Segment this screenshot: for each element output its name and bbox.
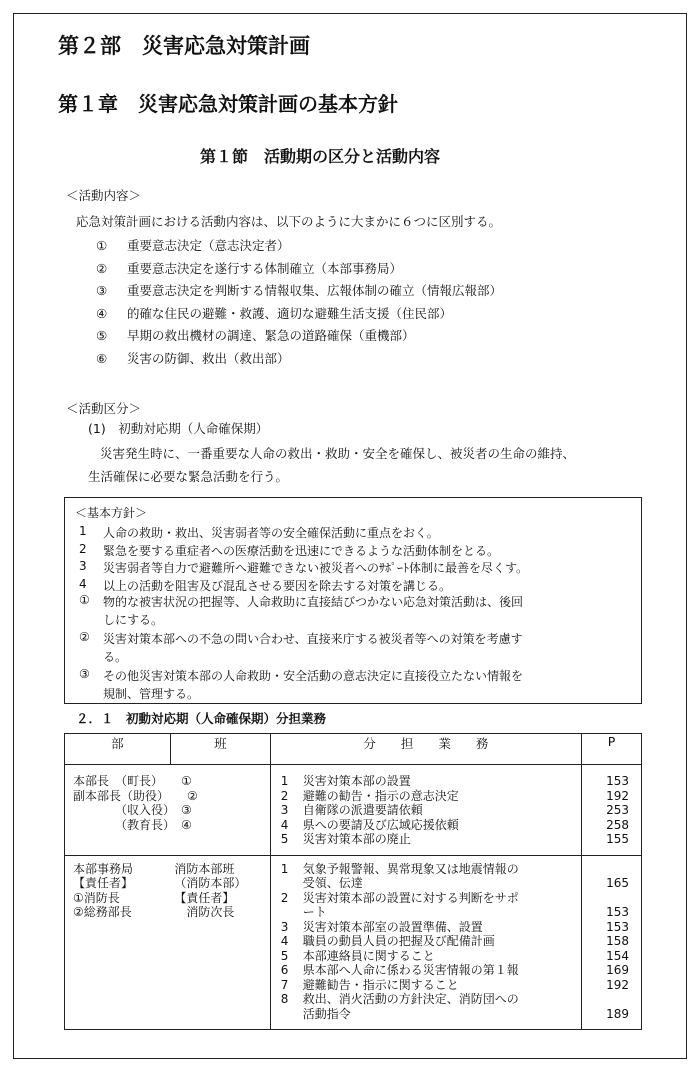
row2-han-line: 消防本部班 — [174, 861, 235, 876]
policy-item-text: 人命の救助・救出、災害弱者等の安全確保活動に重点をおく。 — [103, 526, 439, 540]
page-number: 189 — [606, 1006, 629, 1021]
division-heading: ＜活動区分＞ — [66, 401, 142, 416]
header-bu: 部 — [65, 734, 171, 765]
activity-item-text: 重要意志決定を遂行する体制確立（本部事務局） — [127, 260, 403, 276]
duty-item — [271, 905, 581, 920]
division-period: (1) 初動対応期（人命確保期） — [88, 421, 269, 436]
duty-item-text: 災害対策本部の廃止 — [302, 832, 411, 846]
page-number: 253 — [606, 803, 629, 817]
header-duty: 分 担 業 務 — [270, 734, 581, 765]
duty-item — [271, 949, 581, 964]
activity-item-mark: ④ — [96, 305, 108, 321]
activity-item-text: 災害の防御、救出（救出部） — [127, 350, 290, 366]
activity-item-mark: ③ — [96, 283, 108, 298]
policy-subitem-line1: 物的な被害状況の把握等、人命救助に直接結びつかない応急対策活動は、後回 — [103, 595, 524, 609]
duty-item — [271, 963, 581, 978]
duty-item-text: 本部連絡員に関すること — [302, 948, 435, 963]
activity-item-text: 重要意志決定（意志決定者） — [127, 238, 290, 253]
policy-item-num: 4 — [79, 576, 87, 591]
policy-item-num: 2 — [79, 541, 87, 556]
duty-item-num — [271, 876, 303, 891]
activity-item-text: 的確な住民の避難・救護、適切な避難生活支援（住民部） — [127, 305, 453, 321]
activity-heading: ＜活動内容＞ — [66, 188, 142, 203]
duty-table-title: ２．１ 初動対応期（人命確保期）分担業務 — [76, 711, 327, 726]
row1-bu-cell — [65, 765, 271, 856]
policy-item-num: 1 — [79, 524, 87, 538]
duty-item-num: 2 — [280, 788, 289, 803]
page-number: 192 — [606, 977, 629, 992]
activity-item-mark: ⑤ — [96, 328, 108, 343]
page-number — [582, 862, 635, 877]
duty-item-text: ート — [302, 905, 327, 919]
duty-item — [271, 891, 581, 906]
duty-item-text: 災害対策本部の設置 — [302, 774, 411, 788]
duty-item-num: 7 — [280, 977, 289, 992]
activity-intro: 応急対策計画における活動内容は、以下のように大まかに６つに区別する。 — [76, 214, 502, 229]
policy-subitem-line2: しにする。 — [103, 613, 164, 627]
duty-item-num — [271, 905, 303, 920]
row2-han-line: （消防本部） — [174, 876, 247, 890]
duty-item-text: 県本部へ人命に係わる災害情報の第１報 — [302, 963, 519, 977]
duty-item-num: 1 — [280, 774, 289, 788]
duty-item-num: 3 — [280, 919, 289, 934]
page-number: 155 — [606, 832, 629, 846]
row2-bu-line: ②総務部長 — [73, 905, 132, 919]
header-page: P — [582, 734, 642, 765]
page-number: 154 — [606, 948, 629, 963]
row2-page-cell — [582, 855, 642, 1030]
page-number: 153 — [606, 905, 629, 919]
duty-item — [271, 992, 581, 1007]
policy-subitem-line1: 災害対策本部への不急の問い合わせ、直接来庁する被災者等への対策を考慮す — [103, 632, 523, 646]
duty-table-header-row — [65, 734, 642, 765]
duty-item — [271, 862, 581, 877]
row2-han-line: 消防次長 — [174, 905, 235, 919]
basic-policy-box — [64, 497, 642, 704]
page-number: 169 — [606, 963, 629, 977]
duty-item-num: 5 — [280, 832, 289, 846]
row2-bu-line: 本部事務局 — [73, 861, 134, 876]
policy-item-num: 3 — [79, 559, 87, 573]
page-number: 165 — [606, 876, 629, 890]
duty-item — [271, 1007, 581, 1022]
header-han: 班 — [170, 734, 270, 765]
activity-item-text: 早期の救出機材の調達、緊急の道路確保（重機部） — [127, 328, 415, 343]
policy-item-text: 以上の活動を阻害及び混乱させる要因を除去する対策を講じる。 — [103, 578, 452, 593]
row2-duty-cell — [270, 855, 581, 1030]
row1-duty-cell — [270, 765, 581, 856]
row2-han-cell — [170, 855, 270, 1030]
page-number: 153 — [606, 919, 629, 934]
policy-subitem-mark: ③ — [79, 667, 90, 681]
duty-item-text: 活動指令 — [302, 1006, 351, 1021]
division-desc-1: 災害発生時に、一番重要な人命の救出・救助・安全を確保し、被災者の生命の維持、 — [100, 446, 576, 461]
duty-item-text: 受領、伝達 — [302, 876, 363, 890]
section-title: 第１節 活動期の区分と活動内容 — [200, 147, 441, 166]
page-number: 153 — [606, 774, 629, 788]
page-number: 258 — [606, 817, 629, 832]
row2-bu-cell — [65, 855, 171, 1030]
duty-item-num: 4 — [280, 934, 289, 948]
activity-item-mark: ① — [96, 238, 108, 253]
duty-item-num: 3 — [280, 803, 289, 817]
row1-page-cell — [582, 765, 642, 856]
row1-bu-line: （収入役） ③ — [73, 803, 192, 817]
duty-item — [271, 920, 581, 935]
policy-subitem-mark: ② — [79, 630, 90, 644]
duty-item-text: 災害対策本部の設置に対する判断をサポ — [302, 890, 519, 905]
part-title: 第２部 災害応急対策計画 — [58, 34, 310, 58]
row1-bu-line: 本部長 （町長） ① — [73, 774, 192, 788]
row2-han-line: 【責任者】 — [174, 890, 235, 905]
policy-item-text: 緊急を要する重症者への医療活動を迅速にできるような活動体制をとる。 — [103, 543, 500, 558]
duty-item-text: 避難勧告・指示に関すること — [302, 977, 459, 992]
row2-bu-line: ①消防長 — [73, 890, 120, 905]
page-number: 158 — [606, 934, 629, 948]
duty-item-text: 避難の勧告・指示の意志決定 — [302, 788, 459, 803]
policy-heading: ＜基本方針＞ — [75, 506, 148, 520]
activity-item-mark: ⑥ — [96, 350, 108, 366]
row1-bu-line: 副本部長（助役） ② — [73, 788, 198, 803]
duty-item-num: 1 — [280, 861, 289, 876]
duty-item — [271, 876, 581, 891]
duty-table — [64, 733, 642, 1030]
duty-item-num — [271, 1007, 303, 1022]
duty-item-text: 災害対策本部室の設置準備、設置 — [302, 919, 483, 934]
policy-subitem-line2: る。 — [103, 650, 128, 664]
duty-item — [271, 832, 581, 847]
table-row — [65, 765, 642, 856]
policy-subitem-line1: その他災害対策本部の人命救助・安全活動の意志決定に直接役立たない情報を — [103, 669, 524, 683]
duty-item — [271, 934, 581, 949]
policy-item-text: 災害弱者等自力で避難所へ避難できない被災者へのｻﾎﾟｰﾄ体制に最善を尽くす。 — [103, 561, 529, 575]
duty-item-text: 救出、消火活動の方針決定、消防団への — [302, 992, 519, 1006]
page-number — [582, 891, 635, 906]
duty-item-text: 自衛隊の派遣要請依頼 — [302, 803, 423, 817]
duty-item-text: 職員の動員人員の把握及び配備計画 — [302, 934, 495, 948]
activity-item-mark: ② — [96, 260, 108, 276]
policy-subitem-mark: ① — [79, 593, 90, 607]
duty-item-num: 4 — [280, 817, 289, 832]
page-number — [582, 992, 635, 1007]
policy-subitem-line2: 規制、管理する。 — [103, 687, 200, 701]
duty-item-text: 県への要請及び広域応援依頼 — [302, 817, 459, 832]
duty-item — [271, 789, 581, 804]
duty-item — [271, 818, 581, 833]
table-row — [65, 855, 642, 1030]
duty-item-num: 5 — [280, 948, 289, 963]
duty-item-num: 6 — [280, 963, 289, 977]
duty-item-num: 2 — [280, 890, 289, 905]
duty-item — [271, 978, 581, 993]
duty-item — [271, 774, 581, 789]
chapter-title: 第１章 災害応急対策計画の基本方針 — [58, 92, 398, 116]
duty-item-num: 8 — [280, 992, 289, 1006]
row2-bu-line: 【責任者】 — [73, 876, 134, 890]
division-desc-2: 生活確保に必要な緊急活動を行う。 — [88, 469, 289, 484]
duty-item — [271, 803, 581, 818]
activity-item-text: 重要意志決定を判断する情報収集、広報体制の確立（情報広報部） — [127, 283, 503, 298]
page-number: 192 — [606, 788, 629, 803]
row1-bu-line: （教育長） ④ — [73, 817, 192, 832]
duty-item-text: 気象予報警報、異常現象又は地震情報の — [302, 861, 519, 876]
